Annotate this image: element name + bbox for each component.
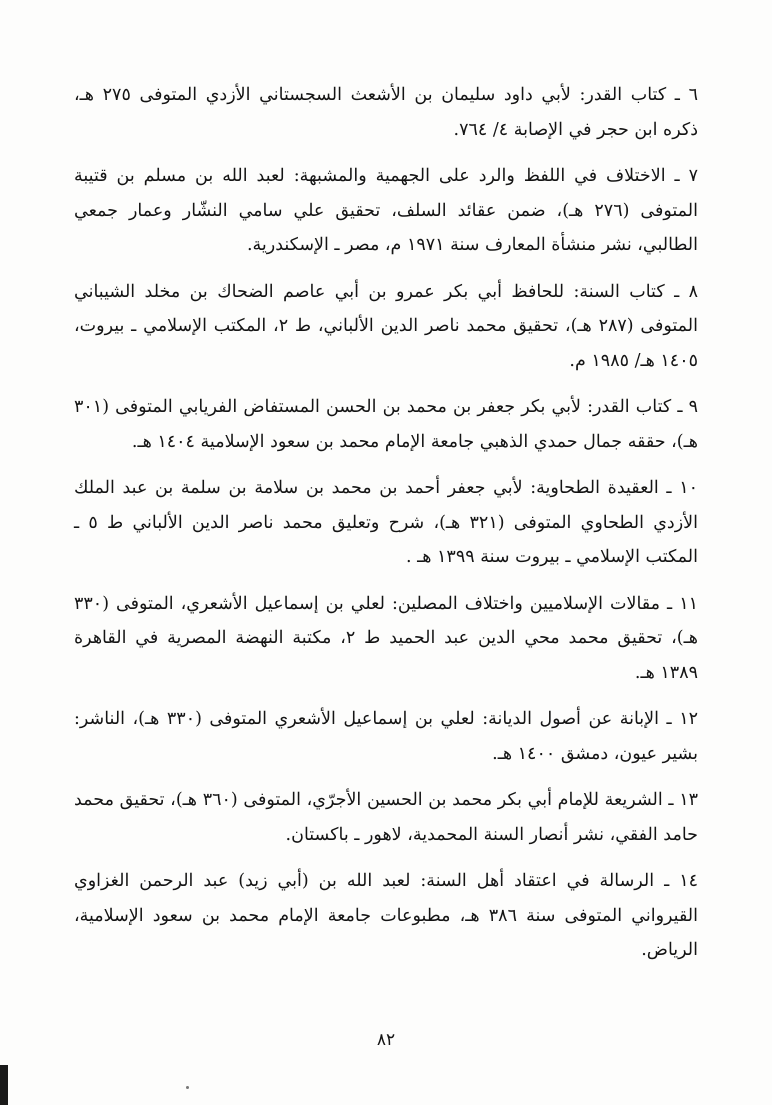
bibliography-entry-13: ١٣ ـ الشريعة للإمام أبي بكر محمد بن الحسين الأجرّي، المتوفى (٣٦٠ هـ)، تحقيق محمد حامد الفقي، نشر أنصار السنة المحمدية، لاهور ـ باكستان. [74,790,699,845]
bibliography-entry-8: ٨ ـ كتاب السنة: للحافظ أبي بكر عمرو بن أبي عاصم الضحاك بن مخلد الشيباني المتوفى (٢٨٧ هـ)، تحقيق محمد ناصر الدين الألباني، ط ٢، المكتب الإسلامي ـ بيروت، ١٤٠٥ هـ/ ١٩٨٥ م. [74,281,698,371]
bibliography-entry-11: ١١ ـ مقالات الإسلاميين واختلاف المصلين: لعلي بن إسماعيل الأشعري، المتوفى (٣٣٠ هـ)، تحقيق محمد محي الدين عبد الحميد ط ٢، مكتبة النهضة المصرية في القاهرة ١٣٨٩ هـ. [74,593,698,683]
bibliography-entry-12: ١٢ ـ الإبانة عن أصول الديانة: لعلي بن إسماعيل الأشعري المتوفى (٣٣٠ هـ)، الناشر: بشير عيون، دمشق ١٤٠٠ هـ. [74,709,698,764]
bibliography-list [74,78,698,980]
bibliography-entry-6: ٦ ـ كتاب القدر: لأبي داود سليمان بن الأشعث السجستاني الأزدي المتوفى ٢٧٥ هـ، ذكره ابن حجر في الإصابة ٤/ ٧٦٤. [74,85,698,140]
bibliography-entry-14: ١٤ ـ الرسالة في اعتقاد أهل السنة: لعبد الله بن (أبي زيد) عبد الرحمن الغزاوي القيرواني المتوفى سنة ٣٨٦ هـ، مطبوعات جامعة الإمام محمد بن سعود الإسلامية، الرياض. [74,871,698,960]
scan-speck [186,1086,189,1089]
bibliography-entry-10: ١٠ ـ العقيدة الطحاوية: لأبي جعفر أحمد بن محمد بن سلامة بن سلمة بن عبد الملك الأزدي الطحاوي المتوفى (٣٢١ هـ)، شرح وتعليق محمد ناصر الدين الألباني ط ٥ ـ المكتب الإسلامي ـ بيروت سنة ١٣٩٩ هـ . [74,478,698,567]
scan-edge-shadow [0,1065,8,1105]
page-number: ٨٢ [376,1030,396,1050]
bibliography-entry-7: ٧ ـ الاختلاف في اللفظ والرد على الجهمية والمشبهة: لعبد الله بن مسلم بن قتيبة المتوفى (٢٧٦ هـ)، ضمن عقائد السلف، تحقيق علي سامي النشّار وعمار جمعي الطالبي، نشر منشأة المعارف سنة ١٩٧١ م، مصر ـ الإسكندرية. [74,166,698,255]
bibliography-entry-9: ٩ ـ كتاب القدر: لأبي بكر جعفر بن محمد بن الحسن المستفاض الفريابي المتوفى (٣٠١ هـ)، حققه جمال حمدي الذهبي جامعة الإمام محمد بن سعود الإسلامية ١٤٠٤ هـ. [74,397,698,452]
